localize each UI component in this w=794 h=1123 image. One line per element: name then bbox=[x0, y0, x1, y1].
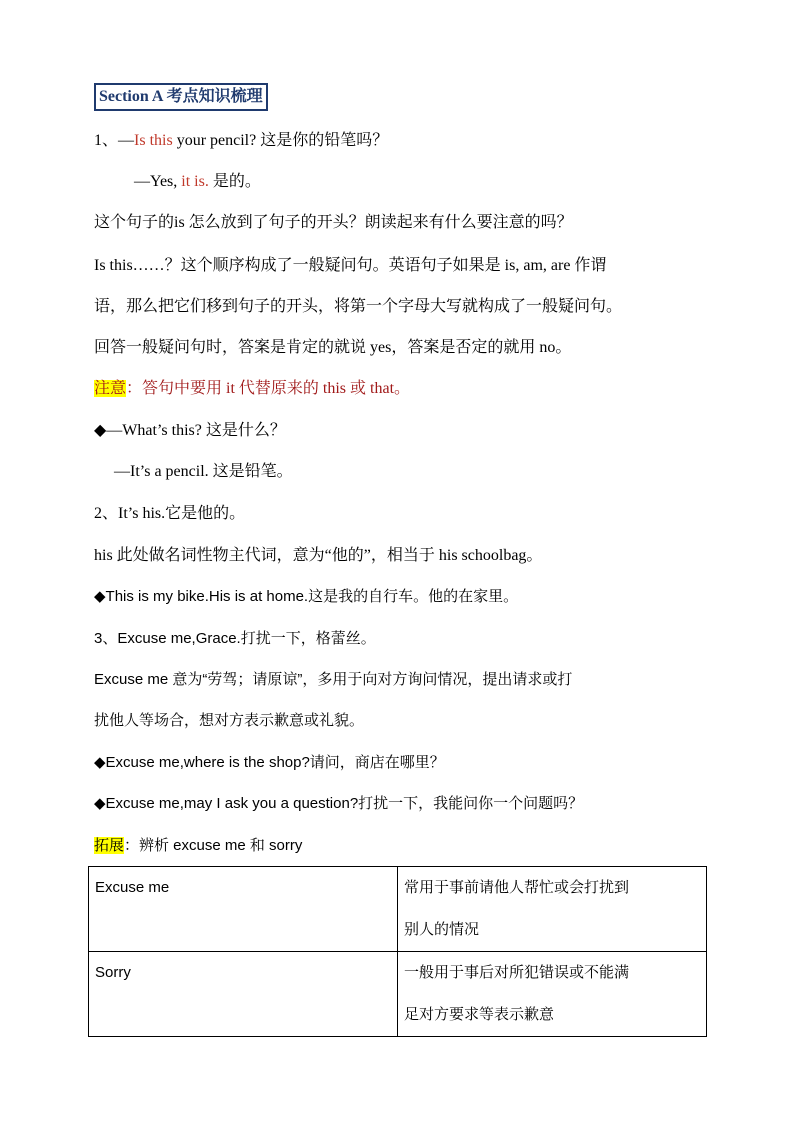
extension-label: 拓展 bbox=[94, 837, 125, 854]
item3-example-1: ◆Excuse me,where is the shop?请问，商店在哪里？ bbox=[94, 754, 445, 771]
desc-line-1: 一般用于事后对所犯错误或不能满 bbox=[404, 964, 630, 981]
item3-example-2: ◆Excuse me,may I ask you a question?打扰一下，我能问你一个问题吗？ bbox=[94, 795, 584, 812]
item3-explanation-2: 扰他人等场合，想对方表示歉意或礼貌。 bbox=[94, 712, 365, 729]
item1-question-red: Is this bbox=[134, 132, 173, 149]
table-row bbox=[89, 952, 707, 1037]
table-cell-term: Sorry bbox=[89, 952, 398, 1037]
table-cell-term: Excuse me bbox=[89, 867, 398, 952]
extension-text: ：辨析 excuse me 和 sorry bbox=[124, 837, 303, 854]
item2-title: 2、It’s his.它是他的。 bbox=[94, 505, 246, 522]
item1-answer-pre: —Yes, bbox=[134, 173, 182, 190]
item1-answer-rest: 是的。 bbox=[208, 173, 261, 190]
item1-explanation-3: 回答一般疑问句时，答案是肯定的就说 yes，答案是否定的就用 no。 bbox=[94, 339, 572, 356]
item1-dash: — bbox=[118, 132, 135, 149]
item3-extension-line bbox=[94, 836, 302, 856]
desc-line-2: 别人的情况 bbox=[404, 921, 480, 938]
comparison-table bbox=[88, 866, 707, 1037]
item3-explanation-1: Excuse me 意为“劳驾；请原谅”，多用于向对方询问情况，提出请求或打 bbox=[94, 671, 573, 688]
item1-answer-red: it is. bbox=[181, 173, 209, 190]
item1-question-rest: your pencil? 这是你的铅笔吗？ bbox=[172, 132, 389, 149]
table-cell-desc bbox=[398, 952, 707, 1037]
desc-line-2: 足对方要求等表示歉意 bbox=[404, 1006, 555, 1023]
item2-example: ◆This is my bike.His is at home.这是我的自行车。他的在家里。 bbox=[94, 588, 519, 605]
item1-question-line bbox=[94, 131, 388, 151]
section-title: Section A 考点知识梳理 bbox=[94, 83, 268, 111]
item1-note-line bbox=[94, 379, 410, 399]
item1-answer-line bbox=[134, 172, 261, 192]
item1-explanation-2: 语，那么把它们移到句子的开头，将第一个字母大写就构成了一般疑问句。 bbox=[94, 298, 623, 315]
desc-line-1: 常用于事前请他人帮忙或会打扰到 bbox=[404, 879, 630, 896]
item1-example-question: ◆—What’s this? 这是什么？ bbox=[94, 422, 286, 439]
table-cell-desc bbox=[398, 867, 707, 952]
item1-discussion-question: 这个句子的is 怎么放到了句子的开头？朗读起来有什么要注意的吗？ bbox=[94, 214, 573, 231]
item1-example-answer: —It’s a pencil. 这是铅笔。 bbox=[114, 463, 293, 480]
note-text: ：答句中要用 it 代替原来的 this 或 that。 bbox=[126, 380, 411, 397]
item3-title: 3、Excuse me,Grace.打扰一下，格蕾丝。 bbox=[94, 630, 376, 647]
item1-number: 1、 bbox=[94, 132, 119, 149]
table-row bbox=[89, 867, 707, 952]
note-label: 注意 bbox=[94, 380, 127, 397]
item2-explanation: his 此处做名词性物主代词，意为“他的”，相当于 his schoolbag。 bbox=[94, 547, 543, 564]
item1-explanation-1: Is this……？这个顺序构成了一般疑问句。英语句子如果是 is, am, are 作谓 bbox=[94, 257, 607, 274]
